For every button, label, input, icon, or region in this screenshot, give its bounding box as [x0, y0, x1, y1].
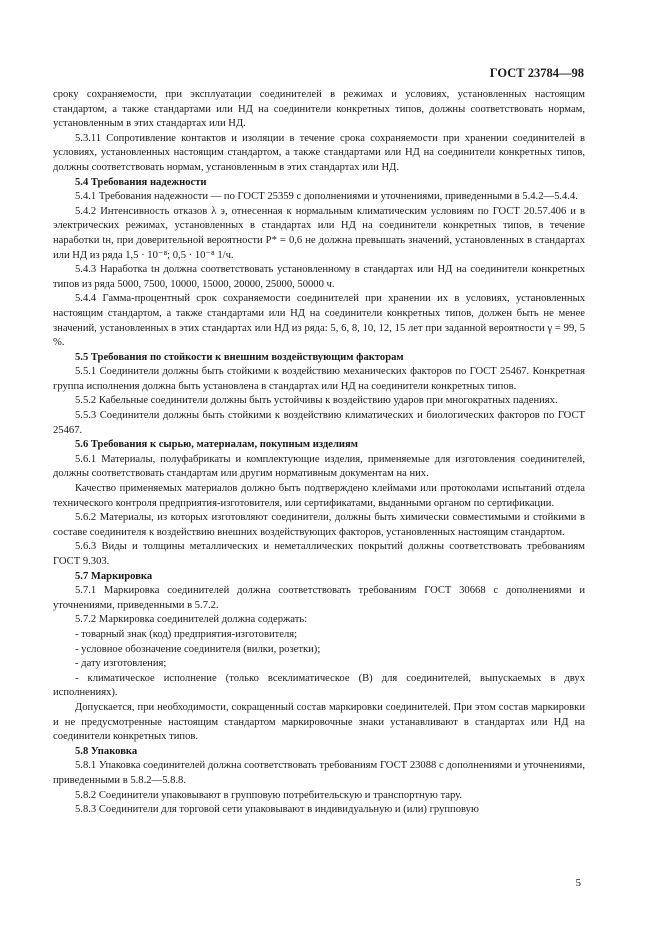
paragraph: Качество применяемых материалов должно быть подтверждено клеймами или протоколами испытаний отдела технического контроля предприятия-изготовителя, или сертификатами, выданными органом по сертификации. [53, 483, 585, 509]
paragraph: 5.5.2 Кабельные соединители должны быть устойчивы к воздействию ударов при многократных падениях. [75, 395, 558, 407]
list-item: - дату изготовления; [75, 658, 167, 670]
paragraph: 5.6.2 Материалы, из которых изготовляют соединители, должны быть химически совместимыми и стойкими в составе соединителя к воздействию внешних воздействующих факторов, установленных настоящим стандартом. [53, 512, 585, 538]
paragraph: сроку сохраняемости, при эксплуатации соединителей в режимах и условиях, установленных настоящим стандартом, а также стандартами или НД на соединители конкретных типов, должны соответствовать нормам, установленным в этих стандартах или НД. [53, 89, 585, 130]
paragraph: 5.4.2 Интенсивность отказов λ э, отнесенная к нормальным климатическим условиям по ГОСТ 20.57.406 и в электрических режимах, установленных в стандартах или НД на соединители конкретных типов, в течение наработки tн, при доверительной вероятности P* = 0,6 не должна превышать значений, установленных в стандартах или НД из ряда 1,5 · 10⁻⁸; 0,5 · 10⁻⁸ 1/ч. [53, 205, 585, 261]
section-heading: 5.6 Требования к сырью, материалам, покупным изделиям [75, 439, 358, 451]
paragraph: 5.4.3 Наработка tн должна соответствовать установленному в стандартах или НД на соединители конкретных типов из ряда 5000, 7500, 10000, 15000, 20000, 25000, 50000 ч. [53, 264, 585, 290]
document-body [53, 88, 585, 818]
page-number: 5 [575, 877, 581, 889]
paragraph: 5.7.1 Маркировка соединителей должна соответствовать требованиям ГОСТ 30668 с дополнениями и уточнениями, приведенными в 5.7.2. [53, 585, 585, 611]
document-code: ГОСТ 23784—98 [489, 66, 584, 80]
paragraph: 5.4.1 Требования надежности — по ГОСТ 25359 с дополнениями и уточнениями, приведенными в 5.4.2—5.4.4. [75, 191, 578, 203]
section-heading: 5.4 Требования надежности [75, 176, 207, 188]
section-heading: 5.5 Требования по стойкости к внешним воздействующим факторам [75, 351, 404, 363]
paragraph: 5.6.3 Виды и толщины металлических и неметаллических покрытий должны соответствовать требованиям ГОСТ 9.303. [53, 541, 585, 567]
paragraph: 5.8.2 Соединители упаковывают в групповую потребительскую и транспортную тару. [75, 789, 463, 801]
list-item: - условное обозначение соединителя (вилки, розетки); [75, 643, 321, 655]
list-item: - товарный знак (код) предприятия-изготовителя; [75, 628, 298, 640]
paragraph: Допускается, при необходимости, сокращенный состав маркировки соединителей. При этом состав маркировки и не предусмотренные настоящим стандартом маркировочные знаки устанавливают в стандартах или НД на соединители конкретных типов. [53, 701, 585, 743]
paragraph: 5.5.1 Соединители должны быть стойкими к воздействию механических факторов по ГОСТ 25467. Конкретная группа исполнения должна быть установлена в стандартах или НД на соединители конкретных типов. [53, 366, 585, 392]
paragraph: 5.6.1 Материалы, полуфабрикаты и комплектующие изделия, применяемые для изготовления соединителей, должны соответствовать стандартам или другим нормативным документам на них. [53, 453, 585, 480]
paragraph: 5.4.4 Гамма-процентный срок сохраняемости соединителей при хранении их в условиях, установленных настоящим стандартом, а также стандартами или НД на соединители конкретных типов, должен быть не менее значений, установленных в этих стандартах или НД из ряда: 5, 6, 8, 10, 12, 15 лет при заданной вероятности γ = 99, 5 %. [53, 293, 585, 349]
paragraph: 5.3.11 Сопротивление контактов и изоляции в течение срока сохраняемости при хранении соединителей в условиях, установленных настоящим стандартом, а также стандартами или НД на соединители конкретных типов, должны соответствовать нормам, установленным в этих стандартах или НД. [53, 132, 585, 173]
paragraph: 5.7.2 Маркировка соединителей должна содержать: [75, 614, 308, 626]
section-heading: 5.7 Маркировка [75, 570, 153, 582]
section-heading: 5.8 Упаковка [75, 745, 138, 757]
paragraph: 5.8.1 Упаковка соединителей должна соответствовать требованиям ГОСТ 23088 с дополнениями и уточнениями, приведенными в 5.8.2—5.8.8. [53, 760, 585, 786]
paragraph: 5.5.3 Соединители должны быть стойкими к воздействию климатических и биологических факторов по ГОСТ 25467. [53, 410, 585, 436]
paragraph: 5.8.3 Соединители для торговой сети упаковывают в индивидуальную и (или) групповую [75, 804, 479, 816]
list-item: - климатическое исполнение (только всеклиматическое (В) для соединителей, выпускаемых в двух исполнениях). [53, 672, 585, 699]
